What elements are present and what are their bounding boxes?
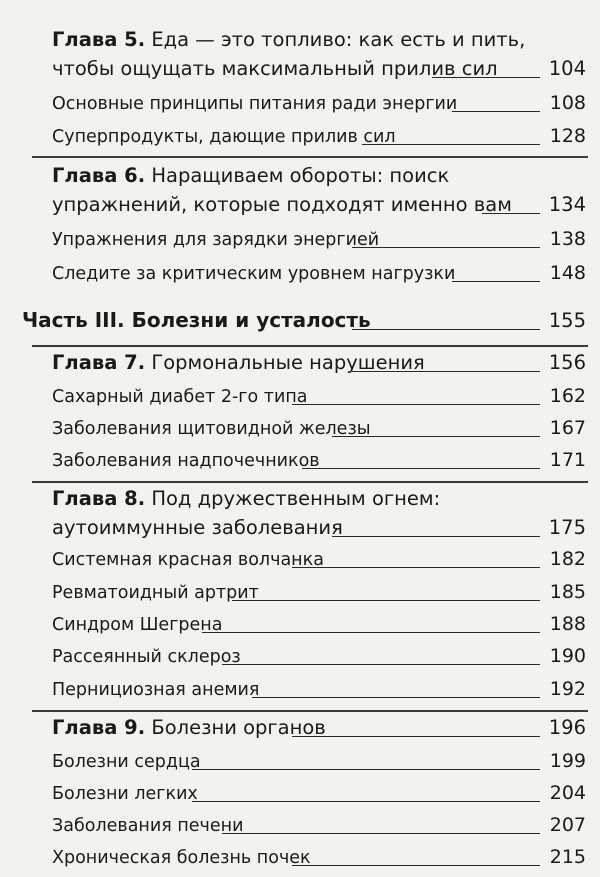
page-number: 175 <box>542 516 586 539</box>
chapter-title: Еда — это топливо: как есть и пить, <box>145 28 526 51</box>
toc-chapter-7[interactable] <box>52 348 600 380</box>
section-title: Системная красная волчанка <box>52 550 330 570</box>
dot-leader <box>202 632 540 633</box>
dot-leader <box>482 213 540 214</box>
chapter-number: Глава 7. <box>52 351 146 374</box>
toc-section[interactable] <box>52 121 600 153</box>
toc-chapter-8[interactable] <box>52 487 600 545</box>
section-title: Пернициозная анемия <box>52 680 265 700</box>
toc-section[interactable] <box>52 810 600 842</box>
page-number: 156 <box>542 351 586 374</box>
chapter-title-line2: чтобы ощущать максимальный прилив сил <box>52 57 504 80</box>
chapter-title: Под дружественным огнем: <box>145 487 441 510</box>
section-title: Следите за критическим уровнем нагрузки <box>52 264 461 284</box>
dot-leader <box>332 536 540 537</box>
section-title: Упражнения для зарядки энергией <box>52 230 385 250</box>
page-number: 171 <box>542 449 586 471</box>
toc-section[interactable] <box>52 577 600 609</box>
section-title: Основные принципы питания ради энергии <box>52 94 463 114</box>
page-number: 188 <box>542 613 586 635</box>
toc-part-3[interactable] <box>22 306 600 338</box>
toc-chapter-6[interactable] <box>52 164 600 222</box>
toc-section[interactable] <box>52 88 600 120</box>
page-number: 204 <box>542 782 586 804</box>
toc-chapter-9[interactable] <box>52 713 600 745</box>
toc-section[interactable] <box>52 778 600 810</box>
chapter-number: Глава 9. <box>52 716 146 739</box>
page-number: 155 <box>542 309 586 332</box>
chapter-title-line2: упражнений, которые подходят именно вам <box>52 193 518 216</box>
toc-section[interactable] <box>52 746 600 778</box>
page-number: 104 <box>542 57 586 80</box>
toc-section[interactable] <box>52 413 600 445</box>
page-number: 182 <box>542 548 586 570</box>
chapter-title: Наращиваем обороты: поиск <box>145 164 450 187</box>
dot-leader <box>352 329 540 330</box>
dot-leader <box>432 77 540 78</box>
page-number: 138 <box>542 228 586 250</box>
page-number: 192 <box>542 678 586 700</box>
dot-leader <box>292 567 540 568</box>
section-divider <box>32 710 588 712</box>
section-title: Хроническая болезнь почек <box>52 848 317 868</box>
dot-leader <box>292 736 540 737</box>
toc-section[interactable] <box>52 641 600 673</box>
toc-section[interactable] <box>52 609 600 641</box>
section-divider <box>32 156 588 158</box>
page-number: 199 <box>542 750 586 772</box>
page-number: 215 <box>542 846 586 868</box>
section-title: Ревматоидный артрит <box>52 583 265 603</box>
part-title: Часть III. Болезни и усталость <box>22 308 377 332</box>
section-title: Рассеянный склероз <box>52 647 247 667</box>
chapter-number: Глава 8. <box>52 487 146 510</box>
page-number: 162 <box>542 385 586 407</box>
dot-leader <box>292 404 540 405</box>
page-number: 167 <box>542 417 586 439</box>
chapter-number: Глава 5. <box>52 28 146 51</box>
section-title: Суперпродукты, дающие прилив сил <box>52 127 402 147</box>
section-title: Заболевания щитовидной железы <box>52 419 377 439</box>
page-number: 128 <box>542 125 586 147</box>
page-number: 108 <box>542 92 586 114</box>
dot-leader <box>362 144 540 145</box>
toc-section[interactable] <box>52 381 600 413</box>
dot-leader <box>232 600 540 601</box>
dot-leader <box>192 801 540 802</box>
page-number: 207 <box>542 814 586 836</box>
section-title: Синдром Шегрена <box>52 615 228 635</box>
chapter-title: Болезни органов <box>145 716 326 739</box>
chapter-title-line2: аутоиммунные заболевания <box>52 516 349 539</box>
section-divider <box>32 345 588 347</box>
page-number: 148 <box>542 262 586 284</box>
section-title: Заболевания надпочечников <box>52 451 326 471</box>
toc-chapter-5[interactable] <box>52 28 600 86</box>
section-title: Болезни легких <box>52 784 204 804</box>
page-number: 134 <box>542 193 586 216</box>
page-number: 196 <box>542 716 586 739</box>
dot-leader <box>332 436 540 437</box>
dot-leader <box>452 281 540 282</box>
dot-leader <box>352 371 540 372</box>
toc-section[interactable] <box>52 445 600 477</box>
toc-section[interactable] <box>52 842 600 874</box>
dot-leader <box>452 111 540 112</box>
toc-section[interactable] <box>52 224 600 256</box>
dot-leader <box>302 468 540 469</box>
section-divider <box>32 481 588 483</box>
dot-leader <box>222 664 540 665</box>
dot-leader <box>352 247 540 248</box>
toc-section[interactable] <box>52 544 600 576</box>
section-title: Заболевания печени <box>52 816 249 836</box>
chapter-title: Гормональные нарушения <box>145 351 425 374</box>
section-title: Сахарный диабет 2-го типа <box>52 387 314 407</box>
dot-leader <box>192 769 540 770</box>
section-title: Болезни сердца <box>52 752 207 772</box>
toc-section[interactable] <box>52 674 600 706</box>
page-number: 185 <box>542 581 586 603</box>
dot-leader <box>292 865 540 866</box>
dot-leader <box>222 833 540 834</box>
chapter-number: Глава 6. <box>52 164 146 187</box>
dot-leader <box>252 697 540 698</box>
toc-section[interactable] <box>52 258 600 290</box>
page-number: 190 <box>542 645 586 667</box>
